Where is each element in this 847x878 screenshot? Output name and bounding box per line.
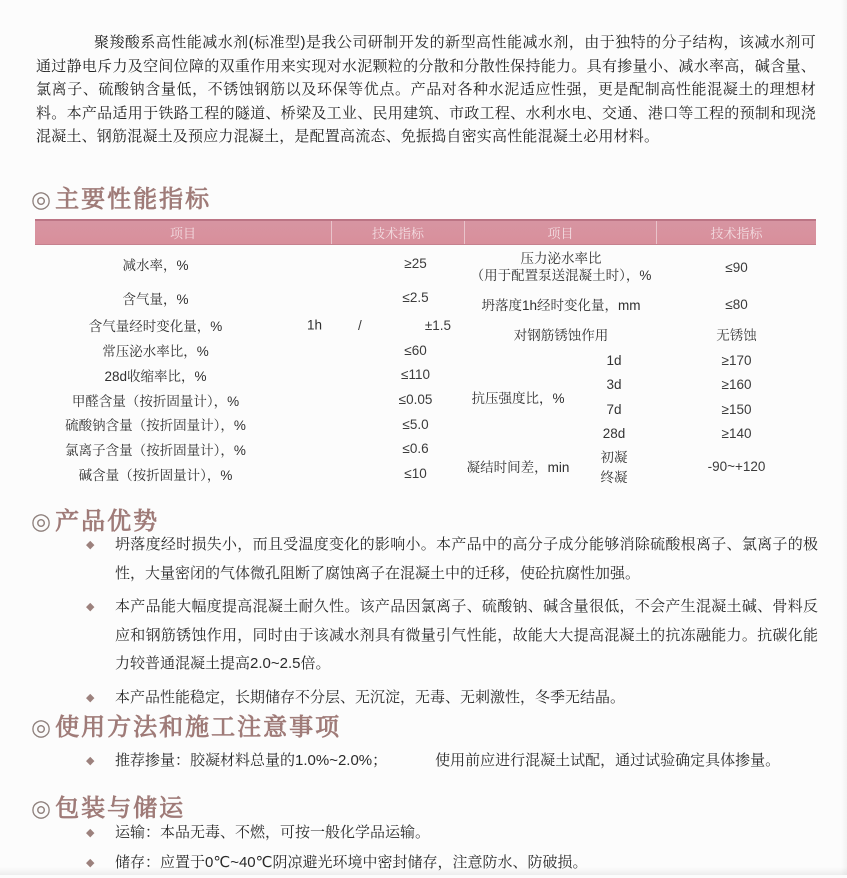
value-cell: ≤90 (725, 259, 748, 275)
strength-value: ≥170 (721, 352, 752, 368)
diamond-bullet-icon: ◆ (86, 856, 95, 869)
value-cell: ≤0.6 (402, 441, 429, 457)
setting-sub-labels (571, 446, 657, 486)
table-row (35, 437, 465, 462)
performance-table (35, 219, 816, 485)
trial-note-text: 使用前应进行混凝土试配，通过试验确定具体掺量。 (435, 752, 781, 769)
table-row (35, 338, 465, 363)
value-cell: ≤5.0 (402, 416, 429, 432)
table-row (465, 245, 816, 289)
item-cell: 28d收缩率比，% (104, 368, 207, 384)
packaging-list (36, 819, 818, 878)
section-ring-icon: ◎ (31, 714, 52, 740)
table-row (35, 387, 465, 412)
list-item (36, 849, 818, 878)
item-cell: 减水率，% (122, 257, 189, 273)
header-value-left: 技术指标 (332, 221, 465, 244)
table-row (35, 412, 465, 437)
table-row (35, 282, 465, 313)
value-cell: ≥25 (404, 256, 427, 272)
value-tolerance: ±1.5 (424, 317, 451, 333)
group-label: 凝结时间差，min (466, 460, 570, 475)
value-slash: / (358, 317, 362, 333)
age-label: 3d (606, 377, 622, 393)
dosage-text: 推荐掺量：胶凝材料总量的1.0%~2.0%； (115, 752, 388, 769)
group-label: 抗压强度比，% (471, 391, 565, 406)
compressive-strength-group (465, 348, 816, 446)
section-ring-icon: ◎ (31, 508, 52, 534)
table-right-half (465, 245, 816, 486)
item-cell: 氯离子含量（按折固量计），% (65, 442, 246, 458)
item-cell: 甲醛含量（按折固量计），% (71, 393, 240, 409)
header-item-right: 项目 (465, 221, 657, 244)
section-title: 包装与储运 (55, 795, 186, 822)
section-title: 使用方法和施工注意事项 (55, 714, 342, 741)
section-ring-icon: ◎ (31, 186, 52, 212)
age-label: 1d (606, 352, 622, 368)
table-row (35, 461, 465, 486)
diamond-bullet-icon: ◆ (86, 827, 95, 839)
item-line1: 压力泌水率比 (520, 251, 602, 266)
age-labels (571, 348, 657, 446)
value-cell (657, 348, 816, 446)
list-item (36, 593, 818, 679)
table-header-row (35, 219, 816, 245)
item-cell: 常压泌水率比，% (102, 344, 209, 360)
item-cell (465, 348, 657, 446)
table-body (35, 245, 816, 486)
item-line2: （用于配置泵送混凝土时），% (470, 268, 652, 283)
usage-line (115, 747, 780, 776)
bullet-text: 坍落度经时损失小，而且受温度变化的影响小。本产品中的高分子成分能够消除硫酸根离子、氯离子的极性，大量密闭的气体微孔阻断了腐蚀离子在混凝土中的迁移，使砼抗腐性加强。 (115, 536, 818, 582)
table-row (35, 313, 465, 338)
list-item (36, 531, 818, 588)
section-heading-performance (31, 179, 211, 214)
section-heading-packaging (31, 788, 185, 823)
item-cell: 碱含量（按折固量计），% (78, 467, 233, 483)
list-item (36, 819, 818, 848)
value-cell: ≤80 (725, 296, 748, 312)
value-cell: ≤60 (404, 342, 427, 358)
strength-value: ≥150 (721, 401, 752, 417)
item-cell: 含气量，% (122, 291, 189, 307)
value-cell: ≤0.05 (398, 392, 433, 408)
item-cell (465, 446, 657, 486)
item-cell: 坍落度1h经时变化量，mm (481, 298, 641, 313)
value-cell: -90~+120 (707, 458, 766, 474)
item-cell: 硫酸钠含量（按折固量计），% (65, 418, 246, 434)
age-label: 28d (602, 426, 626, 442)
usage-list (36, 747, 818, 781)
intro-paragraph: 聚羧酸系高性能减水剂(标准型)是我公司研制开发的新型高性能减水剂，由于独特的分子结构，该减水剂可通过静电斥力及空间位障的双重作用来实现对水泥颗粒的分散和分散性保持能力。具有掺量小、减水率高，碱含量、氯离子、硫酸钠含量低，不锈蚀钢筋以及环保等优点。产品对各种水泥适应性强，更是配制高性能混凝土的理想材料。本产品适用于铁路工程的隧道、桥梁及工业、民用建筑、市政工程、水利水电、交通、港口等工程的预制和现浇混凝土、钢筋混凝土及预应力混凝土，是配置高流态、免振捣自密实高性能混凝土必用材料。 (36, 34, 816, 145)
diamond-bullet-icon: ◆ (86, 691, 95, 704)
section-heading-usage (31, 707, 341, 742)
header-value-right: 技术指标 (710, 226, 763, 241)
section-title: 产品优势 (55, 508, 160, 535)
item-cell (465, 245, 657, 289)
list-item (36, 747, 818, 776)
table-left-half (35, 245, 465, 486)
section-title: 主要性能指标 (55, 186, 212, 213)
bullet-text: 本产品性能稳定，长期储存不分层、无沉淀，无毒、无刺激性，冬季无结晶。 (115, 688, 626, 706)
section-ring-icon: ◎ (31, 795, 52, 821)
item-label: 含气量经时变化量，% (88, 319, 223, 335)
diamond-bullet-icon: ◆ (86, 539, 95, 551)
header-item-left: 项目 (35, 221, 332, 244)
item-cell (35, 313, 332, 338)
final-set-label: 终凝 (600, 470, 628, 485)
age-label: 7d (606, 401, 622, 417)
item-cell: 对钢筋锈蚀作用 (513, 327, 609, 343)
bullet-text: 储存：应置于0℃~40℃阴凉避光环境中密封储存，注意防水、防破损。 (115, 853, 588, 871)
diamond-bullet-icon: ◆ (86, 755, 95, 767)
value-cell (332, 313, 465, 338)
advantages-list (36, 531, 818, 717)
value-cell: ≤2.5 (402, 290, 429, 306)
value-cell: ≤10 (404, 466, 427, 482)
bullet-text: 运输：本品无毒、不燃，可按一般化学品运输。 (115, 824, 431, 841)
table-row (35, 245, 465, 282)
table-row (465, 289, 816, 319)
table-row (465, 319, 816, 348)
table-row (35, 363, 465, 388)
value-cell: ≤110 (401, 367, 430, 383)
initial-set-label: 初凝 (600, 450, 628, 465)
diamond-bullet-icon: ◆ (86, 601, 95, 613)
bullet-text: 本产品能大幅度提高混凝土耐久性。该产品因氯离子、硫酸钠、碱含量很低，不会产生混凝土碱、骨料反应和钢筋锈蚀作用，同时由于该减水剂具有微量引气性能，故能大大提高混凝土的抗冻融能力。抗碳化能力较普通混凝土提高2.0~2.5倍。 (115, 598, 818, 672)
strength-value: ≥160 (721, 377, 752, 393)
sub-condition-label: 1h (306, 317, 322, 333)
strength-value: ≥140 (721, 426, 752, 442)
value-cell: 无锈蚀 (716, 327, 757, 343)
setting-time-group (465, 446, 816, 486)
